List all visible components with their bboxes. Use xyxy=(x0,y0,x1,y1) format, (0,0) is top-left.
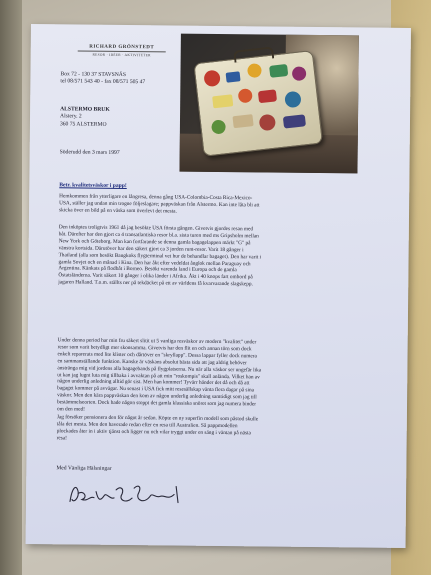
sender-address: Box 72 - 130 37 STAVSNÄS xyxy=(60,71,127,78)
paragraph-line: Östatsländerna. Varit säkert 10 gånger i olika länder i Afrika. Åkt i 40 knops fart ombord på xyxy=(58,272,253,281)
letterhead-name: RICHARD GRÖNSTEDT xyxy=(89,44,155,51)
suitcase-photo xyxy=(179,34,358,174)
travel-sticker xyxy=(211,119,226,134)
suitcase-handle xyxy=(233,46,274,62)
paragraph-line: väskor. Men den kära pappväskan den kom av någon underlig anledning samtidigt som jag till xyxy=(57,392,257,401)
recipient-street: Alstery. 2 xyxy=(60,113,82,120)
sender-phone: tel 08/571 543 40 - fax 08/571 505 47 xyxy=(60,78,146,86)
paragraph-line: jagaren Halland. T.o.m. ställts ner på tekdäcket på ett av världens få kvarvarande slagskepp. xyxy=(58,279,253,288)
paragraph-line: bestämmelseorten. Dock hade någon stoppt det gamla klassiska snöret som jag numera binder xyxy=(57,399,257,408)
paragraph-line: Jag försöker pensionera den för något år sedan. Köpte en ny superfin modell som påstod skulle xyxy=(56,414,259,423)
paragraph-line: New York och Göteborg. Man kan fortfarande se denna gamla bagagelappen märkt "G" på xyxy=(58,238,251,247)
paragraph-line: Hemkommen från ytterligare en långresa, denna gång USA-Colombia-Costa Rica-Mexico- xyxy=(59,193,253,202)
letterhead-subtitle: RESOR · IDÉER · AKTIVITETER xyxy=(92,52,151,58)
paragraph-line: båt. Därefter har den gjort ca 4 transatlantiska resor bl.a. sista turen med ms Gripsholm mellan xyxy=(58,231,259,240)
paragraph-line: bagaget kommer på avvägar. Nu senast i USA fick mitt resesällskap vänta flera dagar på sina xyxy=(57,385,255,394)
paragraph-3 xyxy=(57,337,383,416)
paragraph-line: gamla Sovjet och en månad i Kina. Den har åkt efter vedeldat ånglok mellan Paraguay och xyxy=(58,258,251,267)
travel-sticker xyxy=(238,88,253,103)
recipient-city: 360 75 ALSTERMO xyxy=(59,120,107,128)
paragraph-line: Argentina. Känkats på flodbåt i Borneo. Besökt varenda land i Europa och de gamla xyxy=(58,265,237,274)
paragraph-line: tåla det mesta. Men den haverade redan efter en resa till Australien. Så pappmodellen xyxy=(56,421,238,430)
travel-sticker xyxy=(269,64,288,78)
closing-line: Med Vänliga Hälsningar xyxy=(56,465,112,472)
travel-sticker xyxy=(232,114,253,128)
letter-page xyxy=(26,24,411,548)
paragraph-line: enkelt reparerats med lite klister och dårtöver en "skryllapp". Dessa lappar fyller dock numera xyxy=(57,351,257,360)
paragraph-line: plockades åter in i aktiv tjänst och ligger nu och vilar tryggt under en säng i väntan på nästa xyxy=(56,428,251,437)
paragraph-line: ut kan jag lugnt luta mig tillbaka i avvaktan på att min "roskompis" skall anlända. Vilket han av xyxy=(57,371,260,380)
letter-date: Söderudd den 3 mars 1997 xyxy=(59,149,120,156)
travel-sticker xyxy=(226,71,241,82)
travel-sticker xyxy=(283,114,306,128)
paragraph-line: resa! xyxy=(56,435,67,442)
travel-sticker xyxy=(212,94,233,108)
letterhead xyxy=(72,44,172,57)
paragraph-line: någon underlig anledning alltid gör sist. Men han kommer! Tyvärr händer det då och då att xyxy=(57,378,250,387)
paragraph-1 xyxy=(59,193,384,217)
travel-sticker xyxy=(291,66,306,81)
travel-sticker xyxy=(284,91,302,109)
letter-subject: Betr. kvalitetsväskor i papp! xyxy=(59,182,127,190)
recipient-name: ALSTERMO BRUK xyxy=(60,106,110,113)
travel-sticker xyxy=(259,114,277,132)
paragraph-line: en sammanställande funktion. Kanske är väskans absolut bästa sida att jag aldrig behöver xyxy=(57,358,247,366)
paragraph-line: anstränga mig vid jordens alla bagagebands på flygplatserna. Nu när alla väskor ser ungefär lika xyxy=(57,364,262,374)
paragraph-line: Thailand (alla som besökt Bangkoks flygterminal vet hur de behandlar bagaget). Den har varit i xyxy=(58,251,262,261)
paragraph-line: skicka över en bild på en väska som överlevt det mesta. xyxy=(59,207,177,215)
signature xyxy=(66,479,196,510)
paragraph-line: Under denna period har min fru säkert slitit ut 5 vanliga resväskor av modern "kvalitet" under xyxy=(57,337,257,346)
paragraph-4 xyxy=(57,414,382,445)
paragraph-line: USA, ställer jag undan min trogne följeslagare; pappväskan från Alstermo. Kan inte låta bli att xyxy=(59,200,260,209)
recipient-block xyxy=(60,106,110,128)
paragraph-2 xyxy=(58,224,384,290)
suitcase xyxy=(193,50,323,157)
sender-block xyxy=(60,71,145,86)
paragraph-line: om den med! xyxy=(56,406,85,413)
travel-sticker xyxy=(203,70,221,88)
travel-sticker xyxy=(247,63,262,78)
background-left-edge xyxy=(0,0,22,575)
paragraph-line: resor som varit betydligt mer skonsamma. Givetvis har den flit en och annan törn som dock xyxy=(57,344,252,353)
paragraph-line: vänstra kortsida. Därutöver har den säkert gjort ca 3 jorden runt-resor. Varit 18 gånger i xyxy=(58,245,244,253)
paragraph-line: Den inköptes troligtvis 1961 då jag besökte USA första gången. Givetvis gjordes resan med xyxy=(58,224,254,233)
travel-sticker xyxy=(258,89,277,103)
